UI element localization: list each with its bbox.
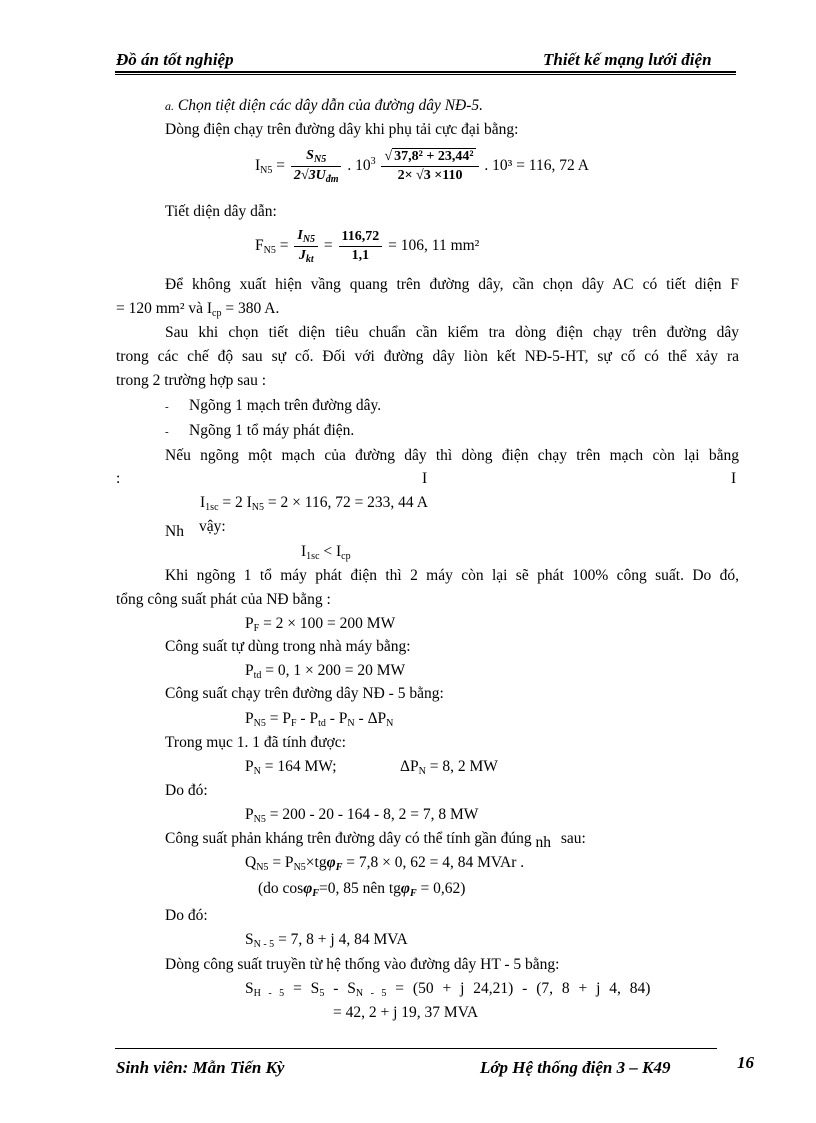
formula-sub: F [409, 888, 417, 899]
formula-sub: F [335, 862, 343, 873]
formula-sn5 [245, 931, 408, 950]
formula-symbol: P [245, 806, 254, 823]
text-line: Trong mục 1. 1 đã tính được: [165, 734, 346, 751]
formula-op: ×tg [305, 854, 327, 871]
text: =0, 85 nên tg [318, 880, 401, 897]
formula-sub: N5 [260, 165, 273, 177]
text: Công suất phản kháng trên đường dây có thể tính gần đúng [165, 830, 532, 847]
formula-symbol: P [245, 710, 254, 727]
formula-sup: 3 [370, 156, 376, 168]
formula-symbol: I [255, 157, 261, 175]
formula-ptd [245, 662, 405, 681]
formula-symbol: P [245, 615, 254, 632]
text: = 380 A. [221, 300, 280, 317]
text-line: Dòng công suất truyền từ hệ thống vào đường dây HT - 5 bằng: [165, 956, 560, 973]
text-line: Do đó: [165, 907, 208, 924]
list-item-text: Ngõng 1 tổ máy phát điện. [189, 422, 355, 439]
text-nh: nh [535, 834, 551, 851]
formula-sub: N [386, 718, 394, 729]
list-item: - Ngõng 1 mạch trên đường dây. [165, 397, 382, 414]
formula-symbol: P [245, 758, 254, 775]
formula-symbol: F [255, 237, 264, 255]
frac-num: 116,72 [339, 229, 383, 247]
formula-op: = P [265, 710, 291, 727]
text-line: Công suất tự dùng trong nhà máy bằng: [165, 638, 411, 655]
formula-phi: φ [326, 854, 336, 871]
paragraph-line: trong 2 trường hợp sau : [116, 372, 267, 389]
formula-sub: N5 [253, 814, 266, 825]
formula-pn5-value [245, 806, 478, 825]
frac-den: J [298, 248, 306, 263]
frac-num: I [297, 228, 303, 243]
text-line: Tiết diện dây dẫn: [165, 203, 277, 220]
stray-glyph: I [731, 470, 737, 487]
fraction [339, 229, 383, 264]
text: = 0,62) [416, 880, 466, 897]
formula-sub: H - 5 [253, 988, 285, 999]
frac-num-sub: N5 [302, 234, 316, 245]
stray-glyph: I [422, 470, 428, 487]
formula-op: - S [324, 980, 356, 997]
paragraph-line: Nếu ngõng một mạch của đường dây thì dòng điện chạy trên mạch còn lại bằng [165, 447, 739, 464]
formula-sh5-result: = 42, 2 + j 19, 37 MVA [333, 1004, 479, 1021]
formula-op: . 10 [347, 157, 371, 175]
formula-op: = S [284, 980, 320, 997]
frac-num: S [306, 148, 314, 163]
formula-op: - ΔP [354, 710, 387, 727]
text-line [165, 830, 586, 851]
formula-result: = 7,8 × 0, 62 = 4, 84 MVAr . [342, 854, 525, 871]
formula-op: = [272, 157, 289, 175]
formula-sub: N [347, 718, 355, 729]
list-item: - Ngõng 1 tổ máy phát điện. [165, 422, 355, 439]
formula-sub: N [253, 766, 261, 777]
footer-rule [115, 1048, 717, 1049]
list-item-text: Ngõng 1 mạch trên đường dây. [189, 397, 382, 414]
text-sub: cp [212, 308, 222, 319]
paragraph-line: trong các chế độ sau sự cố. Đối với đường dây liòn kết NĐ-5-HT, sự cố có thể xảy ra [116, 348, 739, 365]
paragraph-line: Khi ngõng 1 tổ máy phát điện thì 2 máy còn lại sẽ phát 100% công suất. Do đó, [165, 567, 739, 584]
formula-compare [301, 543, 351, 562]
footer-class: Lớp Hệ thống điện 3 – K49 [480, 1058, 671, 1077]
formula-sub: 1sc [205, 502, 219, 513]
formula-current [255, 148, 589, 185]
formula-sh5 [245, 980, 650, 999]
formula-sub: td [318, 718, 326, 729]
formula-result: = 200 - 20 - 164 - 8, 2 = 7, 8 MW [265, 806, 479, 823]
colon: : [116, 470, 121, 487]
frac-num: 37,8² + 23,44² [394, 149, 474, 164]
formula-note [258, 880, 465, 899]
formula-symbol: S [245, 931, 254, 948]
text: (do cos [258, 880, 304, 897]
formula-result: = 0, 1 × 200 = 20 MW [261, 662, 406, 679]
text-line: Do đó: [165, 782, 208, 799]
text-vay: vậy: [199, 518, 226, 535]
frac-num-sub: N5 [313, 154, 327, 165]
formula-sub: F [290, 718, 297, 729]
fraction [291, 148, 342, 185]
formula-result: = 8, 2 MW [425, 758, 498, 775]
frac-den-sub: kt [305, 254, 314, 265]
formula-op: = 2 I [218, 494, 252, 511]
formula-sub: cp [341, 551, 351, 562]
formula-sub: N5 [253, 718, 266, 729]
header-title-left: Đồ án tốt nghiệp [116, 50, 234, 69]
formula-symbol: P [245, 662, 254, 679]
section-title: Chọn tiệt diện các dây dẫn của đường dây NĐ-5. [177, 97, 484, 114]
text: sau: [560, 830, 586, 847]
formula-symbol: ΔP [400, 758, 419, 775]
formula-op: = P [268, 854, 294, 871]
formula-sub: F [253, 623, 260, 634]
paragraph-line [116, 300, 279, 319]
frac-den: 2× √3 ×110 [397, 168, 463, 183]
formula-result: = 164 MW; [260, 758, 337, 775]
formula-result: = 106, 11 mm² [384, 237, 480, 255]
formula-sub: N5 [256, 862, 269, 873]
formula-phi: φ [303, 880, 313, 897]
paragraph-line: Để không xuất hiện vầng quang trên đường dây, cần chọn dây AC có tiết diện F [165, 276, 739, 293]
formula-symbol: I [301, 543, 307, 560]
formula-section: $F_{N5}$ = $\frac{I_{N5}}{J_{kt}}$ = $\frac{116,72}{1,1}$ = 106, 11 mm² [255, 228, 480, 265]
formula-sub: F [312, 888, 319, 899]
formula-symbol: I [200, 494, 206, 511]
fraction [294, 228, 318, 265]
text-nh: Nh [165, 523, 184, 540]
formula-sub: N [418, 766, 426, 777]
formula-sub: N - 5 [253, 939, 275, 950]
page-number: 16 [737, 1053, 754, 1072]
formula-symbol: S [245, 980, 254, 997]
formula-sub: 5 [319, 988, 325, 999]
formula-dpn [400, 758, 498, 777]
text-line: Dòng điện chạy trên đường dây khi phụ tải cực đại bằng: [165, 121, 519, 138]
formula-fault-current [200, 494, 428, 513]
header-title-right: Thiết kế mạng lưới điện [543, 50, 712, 69]
formula-result: . 10³ = 116, 72 A [484, 157, 589, 175]
paragraph-line: Sau khi chọn tiết diện tiêu chuẩn cần kiểm tra dòng điện chạy trên đường dây [165, 324, 739, 341]
footer-student: Sinh viên: Mẫn Tiến Kỳ [116, 1058, 285, 1077]
formula-qn5 [245, 854, 524, 873]
frac-den: 1,1 [351, 248, 370, 263]
formula-result: = 7, 8 + j 4, 84 MVA [274, 931, 408, 948]
formula-result: = 2 × 100 = 200 MW [259, 615, 396, 632]
formula-sub: N - 5 [355, 988, 387, 999]
paragraph-line: tổng công suất phát của NĐ bằng : [116, 591, 331, 608]
formula-phi: φ [400, 880, 410, 897]
fraction: $\frac{\text{√ 37,8² + 23,44²}}{2\times √3 \times 110}$ [381, 149, 478, 184]
formula-op: - P [296, 710, 319, 727]
formula-sub: td [253, 670, 262, 681]
formula-sub: N5 [251, 502, 265, 513]
formula-result: = (50 + j 24,21) - (7, 8 + j 4, 84) [386, 980, 651, 997]
section-heading [165, 97, 483, 115]
frac-den-sub: đm [325, 174, 339, 185]
formula-op: < I [319, 543, 342, 560]
formula-pf [245, 615, 395, 634]
text: = 120 mm² và I [116, 300, 213, 317]
formula-pn5 [245, 710, 393, 729]
frac-den: 2√3U [293, 168, 326, 183]
formula-sub: N5 [293, 862, 306, 873]
formula-op: - P [325, 710, 348, 727]
section-marker: a. [165, 99, 174, 113]
formula-pn [245, 758, 337, 777]
header-rule-thin [115, 74, 736, 75]
formula-symbol: Q [245, 854, 257, 871]
formula-result: = 2 × 116, 72 = 233, 44 A [264, 494, 428, 511]
formula-sub: N5 [263, 245, 276, 257]
formula-sub: 1sc [306, 551, 320, 562]
header-rule [115, 71, 736, 73]
text-line: Công suất chạy trên đường dây NĐ - 5 bằng: [165, 685, 444, 702]
